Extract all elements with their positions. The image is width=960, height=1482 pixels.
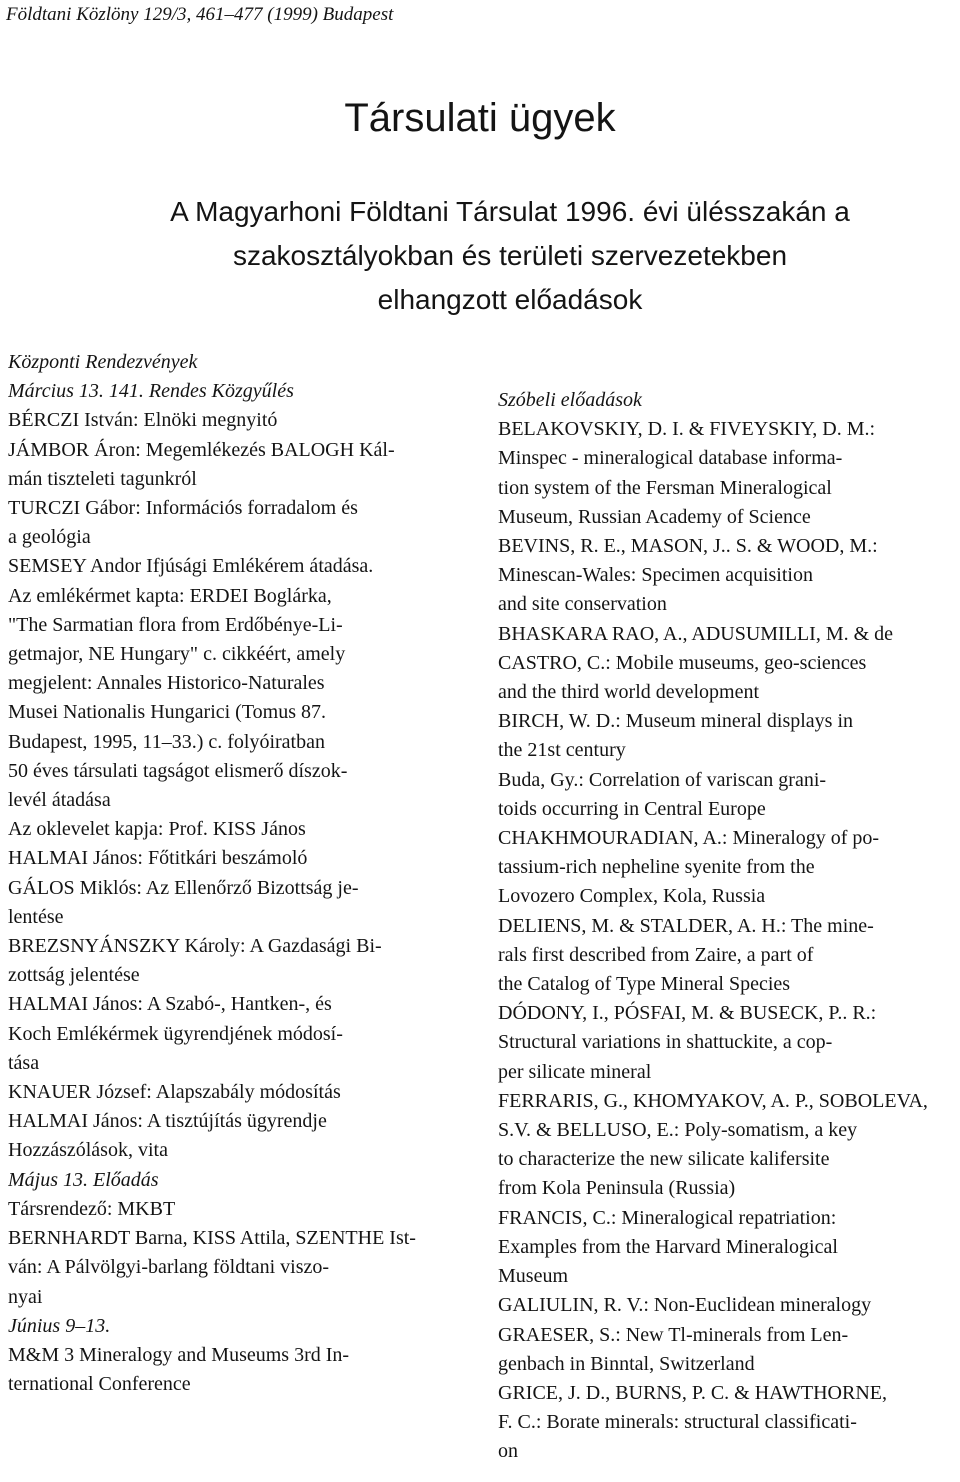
text-line: Minescan-Wales: Specimen acquisition bbox=[498, 564, 813, 587]
section-heading: Május 13. Előadás bbox=[8, 1168, 159, 1191]
text-line: BHASKARA RAO, A., ADUSUMILLI, M. & de bbox=[498, 622, 894, 645]
text-line: HALMAI János: A Szabó-, Hantken-, és bbox=[8, 993, 332, 1016]
text-line: BÉRCZI István: Elnöki megnyitó bbox=[8, 409, 278, 432]
text-line: genbach in Binntal, Switzerland bbox=[498, 1352, 755, 1375]
text-line: tion system of the Fersman Mineralogical bbox=[498, 476, 832, 499]
text-line: per silicate mineral bbox=[498, 1060, 652, 1083]
section-heading: Központi Rendezvények bbox=[8, 351, 198, 373]
text-line: BIRCH, W. D.: Museum mineral displays in bbox=[498, 710, 853, 733]
text-line: to characterize the new silicate kalifersite bbox=[498, 1148, 830, 1171]
text-line: ternational Conference bbox=[8, 1373, 191, 1396]
text-line: Minspec - mineralogical database informa- bbox=[498, 447, 843, 470]
journal-citation: Földtani Közlöny 129/3, 461–477 (1999) Budapest bbox=[6, 4, 394, 25]
text-line: Hozzászólások, vita bbox=[8, 1139, 168, 1162]
right-column bbox=[498, 386, 954, 1467]
text-line: mán tiszteleti tagunkról bbox=[8, 467, 197, 490]
text-line: DELIENS, M. & STALDER, A. H.: The mine- bbox=[498, 914, 874, 937]
text-line: on bbox=[498, 1440, 518, 1463]
text-line: BEVINS, R. E., MASON, J.. S. & WOOD, M.: bbox=[498, 535, 878, 558]
text-line: JÁMBOR Áron: Megemlékezés BALOGH Kál- bbox=[8, 438, 395, 461]
section-heading: Június 9–13. bbox=[8, 1314, 111, 1337]
text-line: CASTRO, C.: Mobile museums, geo-sciences bbox=[498, 651, 867, 674]
text-line: Az emlékérmet kapta: ERDEI Boglárka, bbox=[8, 584, 332, 607]
text-line: megjelent: Annales Historico-Naturales bbox=[8, 672, 325, 695]
subtitle bbox=[60, 190, 960, 322]
subtitle-line: szakosztályokban és területi szervezetekben bbox=[232, 240, 788, 271]
section-title: Társulati ügyek bbox=[344, 96, 616, 140]
text-line: Az oklevelet kapja: Prof. KISS János bbox=[8, 818, 306, 841]
text-line: Museum, Russian Academy of Science bbox=[498, 505, 811, 528]
text-line: BELAKOVSKIY, D. I. & FIVEYSKIY, D. M.: bbox=[498, 418, 876, 441]
text-line: and site conservation bbox=[498, 593, 667, 616]
text-line: HALMAI János: A tisztújítás ügyrendje bbox=[8, 1110, 327, 1133]
text-line: Lovozero Complex, Kola, Russia bbox=[498, 885, 766, 908]
text-line: zottság jelentése bbox=[8, 964, 140, 987]
text-line: Koch Emlékérmek ügyrendjének módosí- bbox=[8, 1022, 343, 1045]
text-line: the Catalog of Type Mineral Species bbox=[498, 973, 791, 996]
text-line: DÓDONY, I., PÓSFAI, M. & BUSECK, P.. R.: bbox=[498, 1002, 877, 1025]
text-line: levél átadása bbox=[8, 789, 111, 812]
text-line: FERRARIS, G., KHOMYAKOV, A. P., SOBOLEVA, bbox=[498, 1089, 928, 1112]
text-line: GÁLOS Miklós: Az Ellenőrző Bizottság je- bbox=[8, 876, 359, 899]
text-line: GRICE, J. D., BURNS, P. C. & HAWTHORNE, bbox=[498, 1381, 887, 1404]
text-line: FRANCIS, C.: Mineralogical repatriation: bbox=[498, 1206, 837, 1229]
text-line: S.V. & BELLUSO, E.: Poly-somatism, a key bbox=[498, 1119, 858, 1142]
text-line: BERNHARDT Barna, KISS Attila, SZENTHE Ist- bbox=[8, 1227, 416, 1250]
text-line: "The Sarmatian flora from Erdőbénye-Li- bbox=[8, 613, 343, 636]
text-line: M&M 3 Mineralogy and Museums 3rd In- bbox=[8, 1343, 350, 1366]
text-line: GRAESER, S.: New Tl-minerals from Len- bbox=[498, 1323, 849, 1346]
text-line: GALIULIN, R. V.: Non-Euclidean mineralogy bbox=[498, 1294, 872, 1317]
text-line: lentése bbox=[8, 905, 64, 928]
text-line: the 21st century bbox=[498, 739, 626, 762]
text-line: Museum bbox=[498, 1265, 568, 1288]
text-line: nyai bbox=[8, 1285, 43, 1308]
text-line: Budapest, 1995, 11–33.) c. folyóiratban bbox=[8, 730, 325, 753]
text-line: getmajor, NE Hungary" c. cikkéért, amely bbox=[8, 643, 346, 666]
text-line: Structural variations in shattuckite, a cop- bbox=[498, 1031, 833, 1054]
text-line: HALMAI János: Főtitkári beszámoló bbox=[8, 847, 308, 870]
text-line: Musei Nationalis Hungarici (Tomus 87. bbox=[8, 701, 326, 724]
text-line: and the third world development bbox=[498, 681, 760, 704]
text-line: ván: A Pálvölgyi-barlang földtani viszo- bbox=[8, 1256, 330, 1279]
text-line: SEMSEY Andor Ifjúsági Emlékérem átadása. bbox=[8, 555, 374, 578]
text-line: a geológia bbox=[8, 526, 91, 549]
section-heading: Március 13. 141. Rendes Közgyűlés bbox=[8, 380, 294, 403]
text-line: CHAKHMOURADIAN, A.: Mineralogy of po- bbox=[498, 827, 880, 850]
section-heading: Szóbeli előadások bbox=[498, 389, 642, 411]
subtitle-line: elhangzott előadások bbox=[377, 284, 643, 315]
text-line: from Kola Peninsula (Russia) bbox=[498, 1177, 736, 1200]
subtitle-line: A Magyarhoni Földtani Társulat 1996. évi ülésszakán a bbox=[170, 196, 850, 227]
text-line: Buda, Gy.: Correlation of variscan grani- bbox=[498, 768, 827, 791]
text-line: BREZSNYÁNSZKY Károly: A Gazdasági Bi- bbox=[8, 935, 382, 958]
text-line: toids occurring in Central Europe bbox=[498, 797, 766, 820]
text-line: rals first described from Zaire, a part of bbox=[498, 943, 814, 966]
left-column bbox=[8, 348, 460, 1399]
text-line: tassium-rich nepheline syenite from the bbox=[498, 856, 815, 879]
text-line: TURCZI Gábor: Információs forradalom és bbox=[8, 497, 358, 520]
text-line: Examples from the Harvard Mineralogical bbox=[498, 1235, 838, 1258]
text-line: KNAUER József: Alapszabály módosítás bbox=[8, 1081, 341, 1104]
text-line: 50 éves társulati tagságot elismerő díszok- bbox=[8, 759, 348, 782]
text-line: tása bbox=[8, 1051, 40, 1074]
text-line: F. C.: Borate minerals: structural classificati- bbox=[498, 1411, 857, 1434]
text-line: Társrendező: MKBT bbox=[8, 1197, 176, 1220]
